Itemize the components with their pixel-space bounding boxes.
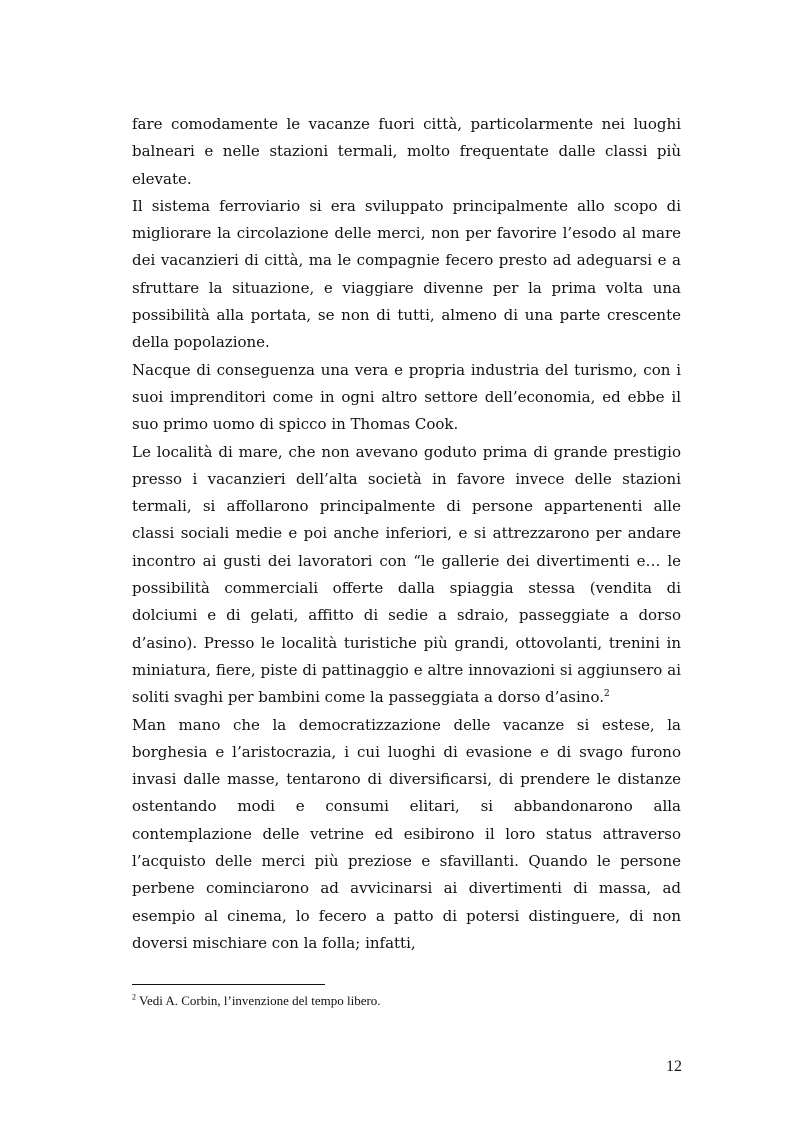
paragraph-2: Il sistema ferroviario si era sviluppato principalmente allo scopo di migliorare la circolazione delle merci, non per favorire l’esodo al mare dei vacanzieri di città, ma le compagnie fecero presto ad adeguarsi e a sfruttare la situazione, e viaggiare divenne per la prima volta una possibilità alla portata, se non di tutti, almeno di una parte crescente della popolazione. [132,196,681,352]
page-number: 12 [666,1058,682,1075]
footnote-separator [132,984,325,985]
paragraph-3: Nacque di conseguenza una vera e propria industria del turismo, con i suoi imprenditori come in ogni altro settore dell’economia, ed ebbe il suo primo uomo di spicco in Thomas Cook. [132,360,681,434]
footnote-reference[interactable]: 2 [604,689,610,700]
footnote-marker: 2 [132,992,136,1002]
paragraph-1: fare comodamente le vacanze fuori città, particolarmente nei luoghi balneari e nelle stazioni termali, molto frequentate dalle classi più elevate. [132,115,681,188]
paragraph-4 [132,439,681,712]
footnote-text: Vedi A. Corbin, l’invenzione del tempo libero. [136,993,381,1008]
body-text [132,111,681,957]
paragraph-4-text: Le località di mare, che non avevano goduto prima di grande prestigio presso i vacanzieri dell’alta società in favore invece delle stazioni termali, si affollarono principalmente di persone appartenenti alle classi sociali medie e poi anche inferiori, e si attrezzarono per andare incontro ai gusti dei lavoratori con “le gallerie dei divertimenti e… le possibilità commerciali offerte dalla spiaggia stessa (vendita di dolciumi e di gelati, affitto di sedie a sdraio, passeggiate a dorso d’asino). Presso le località turistiche più grandi, ottovolanti, trenini in miniatura, fiere, piste di pattinaggio e altre innovazioni si aggiunsero ai soliti svaghi per bambini come la passeggiata a dorso d’asino. [132,442,681,707]
paragraph-5: Man mano che la democratizzazione delle vacanze si estese, la borghesia e l’aristocrazia, i cui luoghi di evasione e di svago furono invasi dalle masse, tentarono di diversificarsi, di prendere le distanze ostentando modi e consumi elitari, si abbandonarono alla contemplazione delle vetrine ed esibirono il loro status attraverso l’acquisto delle merci più preziose e sfavillanti. Quando le persone perbene cominciarono ad avvicinarsi ai divertimenti di massa, ad esempio al cinema, lo fecero a patto di potersi distinguere, di non doversi mischiare con la folla; infatti, [132,715,681,952]
footnote [132,993,681,1009]
